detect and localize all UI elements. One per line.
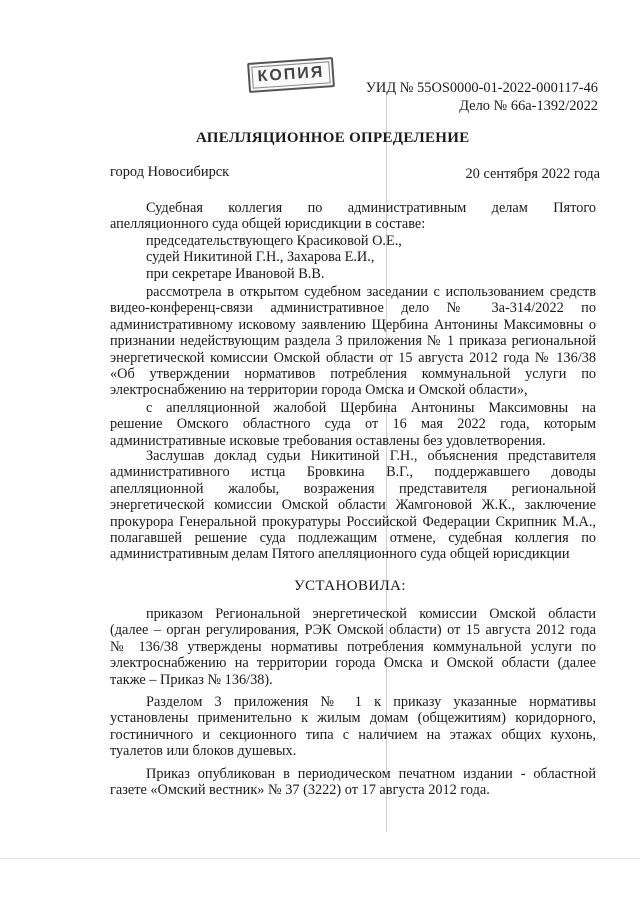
text-line: полагавшей решение суда подлежащим отмене, судебная коллегия по [110,529,596,546]
text-line: признании недействующим раздела 3 приложения № 1 приказа региональной [110,333,596,350]
text-line: установлены применительно к жилым домам (общежитиям) коридорного, [110,710,596,727]
text-line: с апелляционной жалобой Щербина Антонины Максимовны на [146,400,596,416]
text-line: судей Никитиной Г.Н., Захарова Е.И., [146,249,375,266]
text-line: административного истца Бровкина В.Г., поддержавшего доводы [110,464,596,481]
scan-edge-line [0,858,640,859]
text-line: энергетической комиссии Омской области от 15 августа 2012 года № 136/38 [110,349,596,366]
paragraph-section-3 [110,694,596,760]
paragraph-order [110,606,596,688]
text-line: энергетической комиссии Омской области Жамгоновой Ж.К., заключение [110,497,596,514]
text-line: туалетов или блоков душевых. [110,743,297,760]
appeal-paragraph [110,400,596,449]
text-line: (далее – орган регулирования, РЭК Омской области) от 15 августа 2012 года [110,622,596,639]
text-line: прокурора Генеральной прокуратуры Российской Федерации Скрипник М.А., [110,513,596,530]
text-line: газете «Омский вестник» № 37 (3222) от 17 августа 2012 года. [110,782,490,799]
text-line: апелляционной жалобы, возражения представителя региональной [110,480,596,497]
text-line: при секретаре Ивановой В.В. [146,265,325,282]
text-line: административным делам Пятого апелляционного суда общей юрисдикции [110,546,570,563]
text-line: председательствующего Красиковой О.Е., [146,232,402,249]
paragraph-publication [110,766,596,799]
text-line: Судебная коллегия по административным делам Пятого [146,200,596,216]
date: 20 сентября 2022 года [465,166,600,182]
text-line: электроснабжению на территории города Омска и Омской области (далее [110,655,596,672]
text-line: № 136/38 утверждены нормативы потребления коммунальной услуги по [110,638,596,655]
text-line: Разделом 3 приложения № 1 к приказу указанные нормативы [146,694,596,710]
text-line: Приказ опубликован в периодическом печатном издании - областной [146,766,596,782]
text-line: гостиничного и секционного типа с наличием на этажах общих кухонь, [110,726,596,743]
uid-number: УИД № 55OS0000-01-2022-000117-46 [365,80,598,96]
court-composition [110,200,596,282]
text-line: рассмотрела в открытом судебном заседании с использованием средств [146,284,596,300]
considered-paragraph [110,284,596,399]
text-line: электроснабжению на территории города Омска и Омской области», [110,382,528,399]
text-line: «Об утверждении нормативов потребления коммунальной услуги по [110,365,596,382]
text-line: приказом Региональной энергетической комиссии Омской области [146,606,596,622]
city: город Новосибирск [110,164,230,180]
document-title: АПЕЛЛЯЦИОННОЕ ОПРЕДЕЛЕНИЕ [196,130,470,146]
text-line: административному исковому заявлению Щербина Антонины Максимовны о [110,316,596,333]
case-number: Дело № 66а-1392/2022 [459,98,598,114]
heard-paragraph [110,448,596,563]
copy-stamp: КОПИЯ [247,57,335,93]
text-line: видео-конференц-связи административное дело № 3а-314/2022 по [110,300,596,317]
text-line: решение Омского областного суда от 16 мая 2022 года, которым [110,416,596,433]
text-line: административные исковые требования оставлены без удовлетворения. [110,432,546,449]
section-heading-established: УСТАНОВИЛА: [294,578,406,594]
text-line: апелляционного суда общей юрисдикции в составе: [110,216,426,233]
text-line: также – Приказ № 136/38). [110,671,273,688]
text-line: Заслушав доклад судьи Никитиной Г.Н., объяснения представителя [146,448,596,464]
